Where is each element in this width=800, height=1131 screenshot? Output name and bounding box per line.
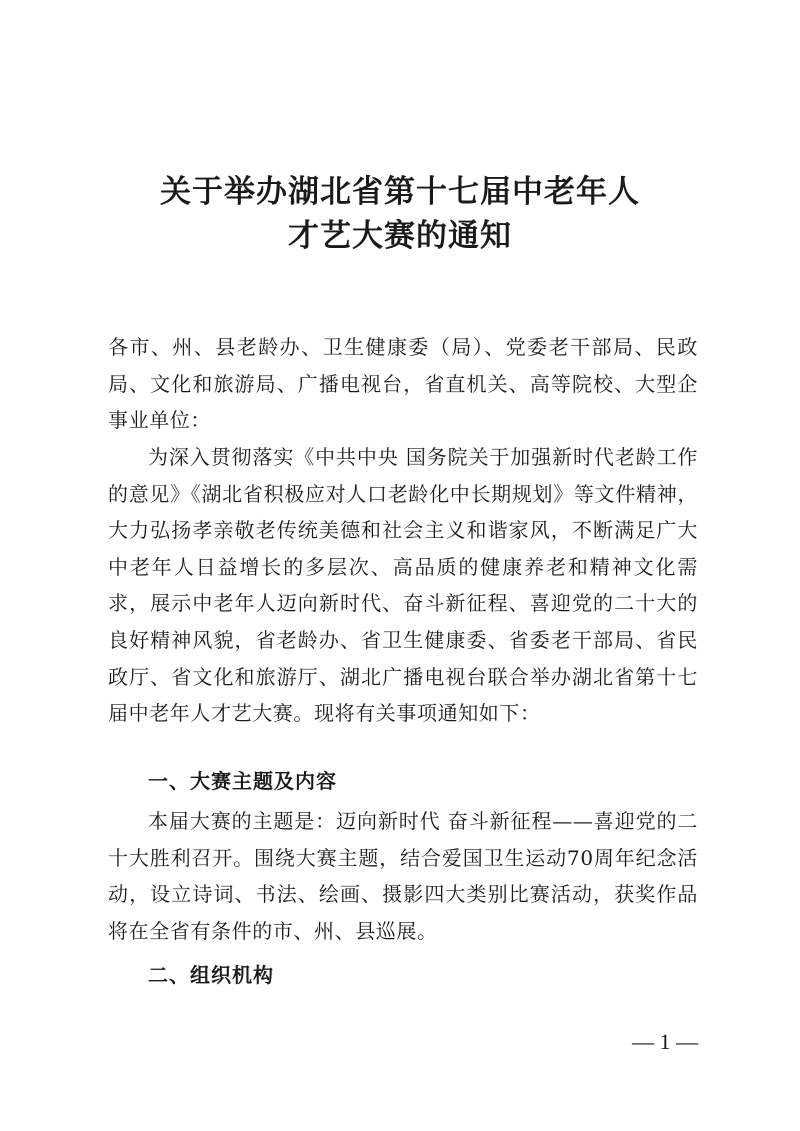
- section-1-heading: 一、大赛主题及内容: [148, 769, 337, 793]
- document-title-line-2: 才艺大赛的通知: [288, 218, 512, 254]
- intro-paragraph: 为深入贯彻落实《中共中央 国务院关于加强新时代老龄工作的意见》《湖北省积极应对人口老龄化中长期规划》等文件精神，大力弘扬孝亲敬老传统美德和社会主义和谐家风，不断满足广大中老年人日益增长的多层次、高品质的健康养老和精神文化需求，展示中老年人迈向新时代、奋斗新征程、喜迎党的二十大的良好精神风貌，省老龄办、省卫生健康委、省委老干部局、省民政厅、省文化和旅游厅、湖北广播电视台联合举办湖北省第十七届中老年人才艺大赛。现将有关事项通知如下：: [108, 445, 698, 726]
- section-2-heading: 二、组织机构: [148, 963, 274, 987]
- section-1-paragraph: 本届大赛的主题是：迈向新时代 奋斗新征程——喜迎党的二十大胜利召开。围绕大赛主题，结合爱国卫生运动70周年纪念活动，设立诗词、书法、绘画、摄影四大类别比赛活动，获奖作品将在全省有条件的市、州、县巡展。: [108, 809, 698, 943]
- addressee-paragraph: 各市、州、县老龄办、卫生健康委（局）、党委老干部局、民政局、文化和旅游局、广播电视台，省直机关、高等院校、大型企事业单位：: [108, 335, 698, 433]
- page-number: — 1 —: [632, 1029, 698, 1054]
- document-title-line-1: 关于举办湖北省第十七届中老年人: [160, 174, 640, 210]
